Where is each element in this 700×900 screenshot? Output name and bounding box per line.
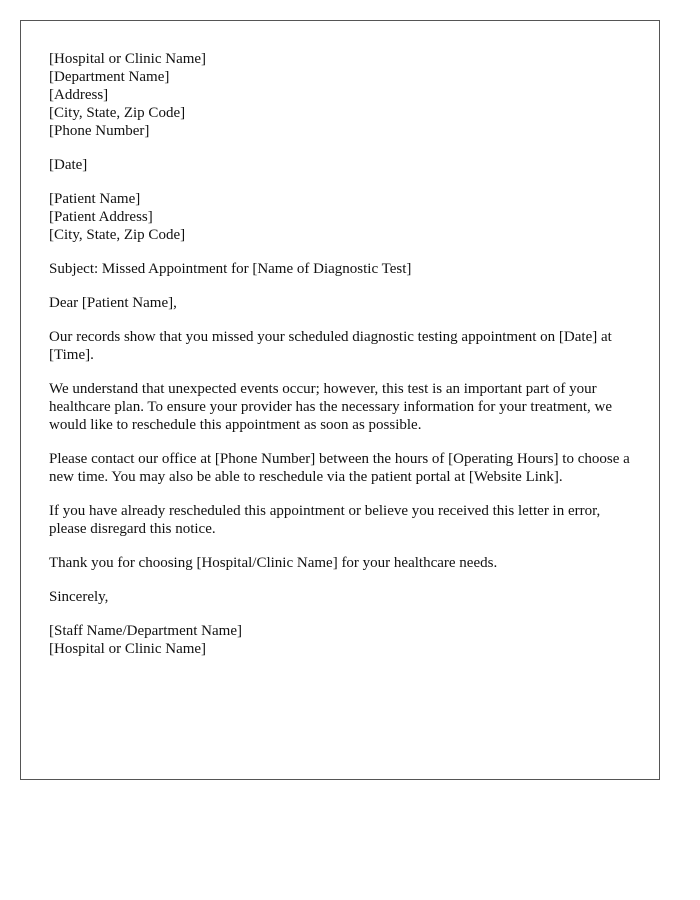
recipient-city-state-zip: [City, State, Zip Code]	[49, 227, 186, 243]
sender-phone: [Phone Number]	[49, 123, 150, 139]
sender-city-state-zip: [City, State, Zip Code]	[49, 105, 186, 121]
recipient-name: [Patient Name]	[49, 191, 141, 207]
salutation: Dear [Patient Name],	[49, 295, 177, 311]
signature-block	[49, 622, 631, 658]
letter-date: [Date]	[49, 157, 88, 173]
recipient-block	[49, 190, 631, 244]
body-paragraph-contact: Please contact our office at [Phone Number] between the hours of [Operating Hours] to choose a new time. You may also be able to reschedule via the patient portal at [Website Link].	[49, 451, 630, 485]
subject-line: Subject: Missed Appointment for [Name of Diagnostic Test]	[49, 261, 412, 277]
letter-page	[20, 20, 660, 780]
signature-organization: [Hospital or Clinic Name]	[49, 641, 207, 657]
body-paragraph-missed: Our records show that you missed your scheduled diagnostic testing appointment on [Date] at [Time].	[49, 329, 612, 363]
body-paragraph-thanks: Thank you for choosing [Hospital/Clinic Name] for your healthcare needs.	[49, 555, 498, 571]
sender-department: [Department Name]	[49, 69, 170, 85]
date-block	[49, 156, 631, 174]
sender-block	[49, 50, 631, 140]
signature-staff: [Staff Name/Department Name]	[49, 623, 242, 639]
recipient-address: [Patient Address]	[49, 209, 153, 225]
closing: Sincerely,	[49, 589, 109, 605]
body-paragraph-disregard: If you have already rescheduled this appointment or believe you received this letter in error, please disregard this notice.	[49, 503, 601, 537]
sender-address: [Address]	[49, 87, 109, 103]
sender-name: [Hospital or Clinic Name]	[49, 51, 207, 67]
body-paragraph-importance: We understand that unexpected events occur; however, this test is an important part of your healthcare plan. To ensure your provider has the necessary information for your treatment, we would like to reschedule this appointment as soon as possible.	[49, 381, 613, 433]
